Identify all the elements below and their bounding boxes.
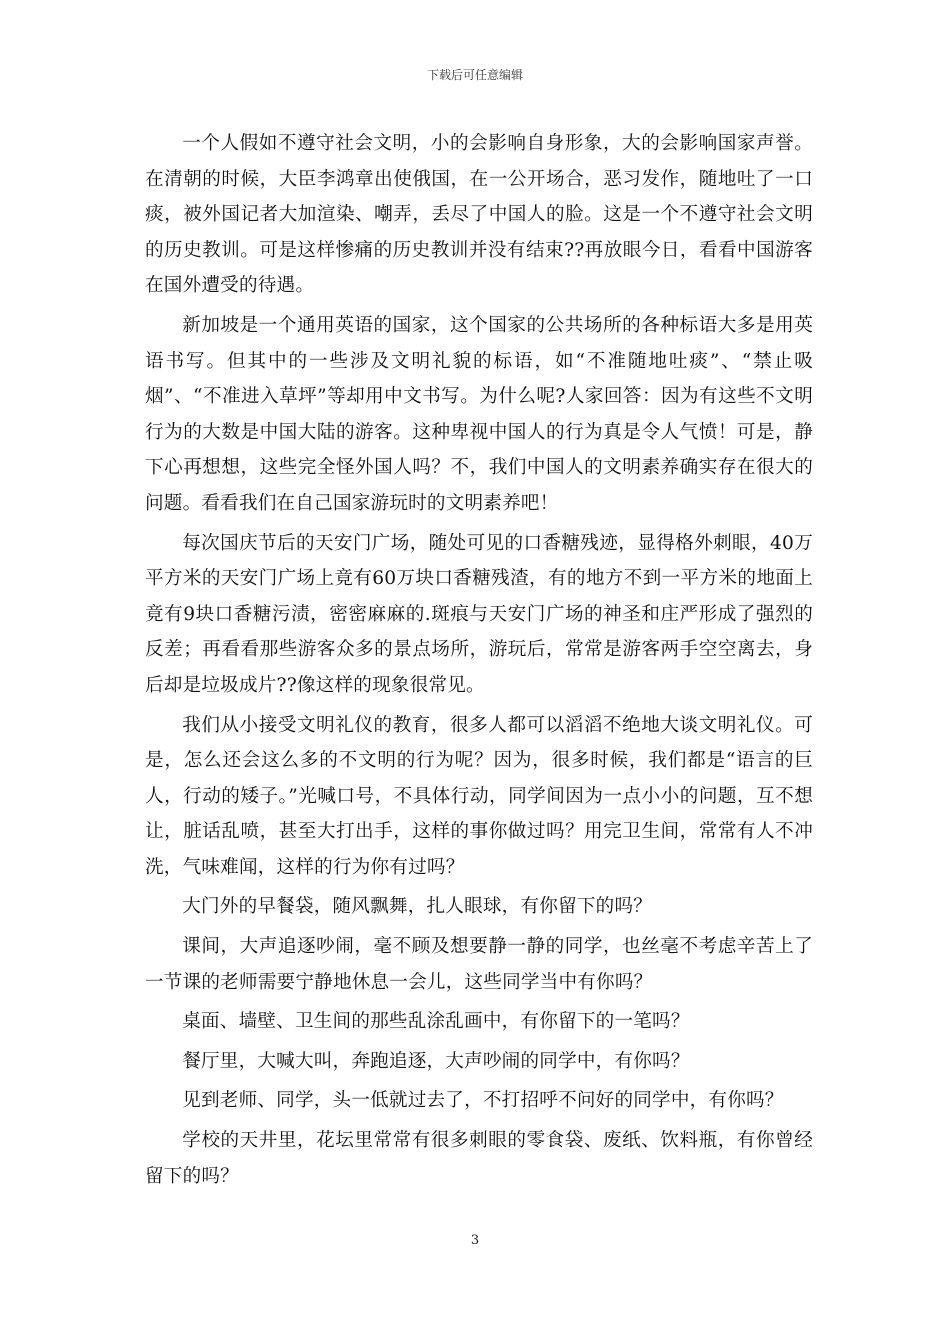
paragraph: 大门外的早餐袋，随风飘舞，扎人眼球，有你留下的吗？ xyxy=(182,896,653,918)
page-number: 3 xyxy=(470,1233,480,1248)
paragraph: 桌面、墙壁、卫生间的那些乱涂乱画中，有你留下的一笔吗？ xyxy=(182,1011,690,1033)
paragraph: 每次国庆节后的天安门广场，随处可见的口香糖残迹，显得格外刺眼，40万平方米的天安门广场上竟有60万块口香糖残渣，有的地方不到一平方米的地面上竟有9块口香糖污渍，密密麻麻的.斑痕与天安门广场的神圣和庄严形成了强烈的反差；再看看那些游客众多的景点场所，游玩后，常常是游客两手空空离去，身后却是垃圾成片??像这样的现象很常见。 xyxy=(145,532,813,696)
page-header: 下载后可任意编辑 xyxy=(426,68,523,82)
paragraph: 见到老师、同学，头一低就过去了，不打招呼不问好的同学中，有你吗？ xyxy=(182,1090,784,1112)
paragraph: 我们从小接受文明礼仪的教育，很多人都可以滔滔不绝地大谈文明礼仪。可是，怎么还会这么多的不文明的行为呢？因为，很多时候，我们都是“语言的巨人，行动的矮子。”光喊口号，不具体行动，同学间因为一点小小的问题，互不想让，脏话乱喷，甚至大打出手，这样的事你做过吗？用完卫生间，常常有人不冲洗，气味难闻，这样的行为你有过吗？ xyxy=(145,714,813,878)
paragraph: 学校的天井里，花坛里常常有很多刺眼的零食袋、废纸、饮料瓶，有你曾经留下的吗？ xyxy=(145,1130,813,1187)
document-body xyxy=(145,126,813,1198)
paragraph: 餐厅里，大喊大叫，奔跑追逐，大声吵闹的同学中，有你吗？ xyxy=(182,1050,690,1072)
paragraph: 一个人假如不遵守社会文明，小的会影响自身形象，大的会影响国家声誉。在清朝的时候，大臣李鸿章出使俄国，在一公开场合，恶习发作，随地吐了一口痰，被外国记者大加渲染、嘲弄，丢尽了中国人的脸。这是一个不遵守社会文明的历史教训。可是这样惨痛的历史教训并没有结束??再放眼今日，看看中国游客在国外遭受的待遇。 xyxy=(145,133,813,297)
paragraph: 课间，大声追逐吵闹，毫不顾及想要静一静的同学，也丝毫不考虑辛苦上了一节课的老师需要宁静地休息一会儿，这些同学当中有你吗？ xyxy=(145,936,813,993)
paragraph: 新加坡是一个通用英语的国家，这个国家的公共场所的各种标语大多是用英语书写。但其中的一些涉及文明礼貌的标语，如“不准随地吐痰”、“禁止吸烟”、“不准进入草坪”等却用中文书写。为什么呢?人家回答：因为有这些不文明行为的大数是中国大陆的游客。这种卑视中国人的行为真是令人气愤！可是，静下心再想想，这些完全怪外国人吗？不，我们中国人的文明素养确实存在很大的问题。看看我们在自己国家游玩时的文明素养吧！ xyxy=(145,314,813,514)
